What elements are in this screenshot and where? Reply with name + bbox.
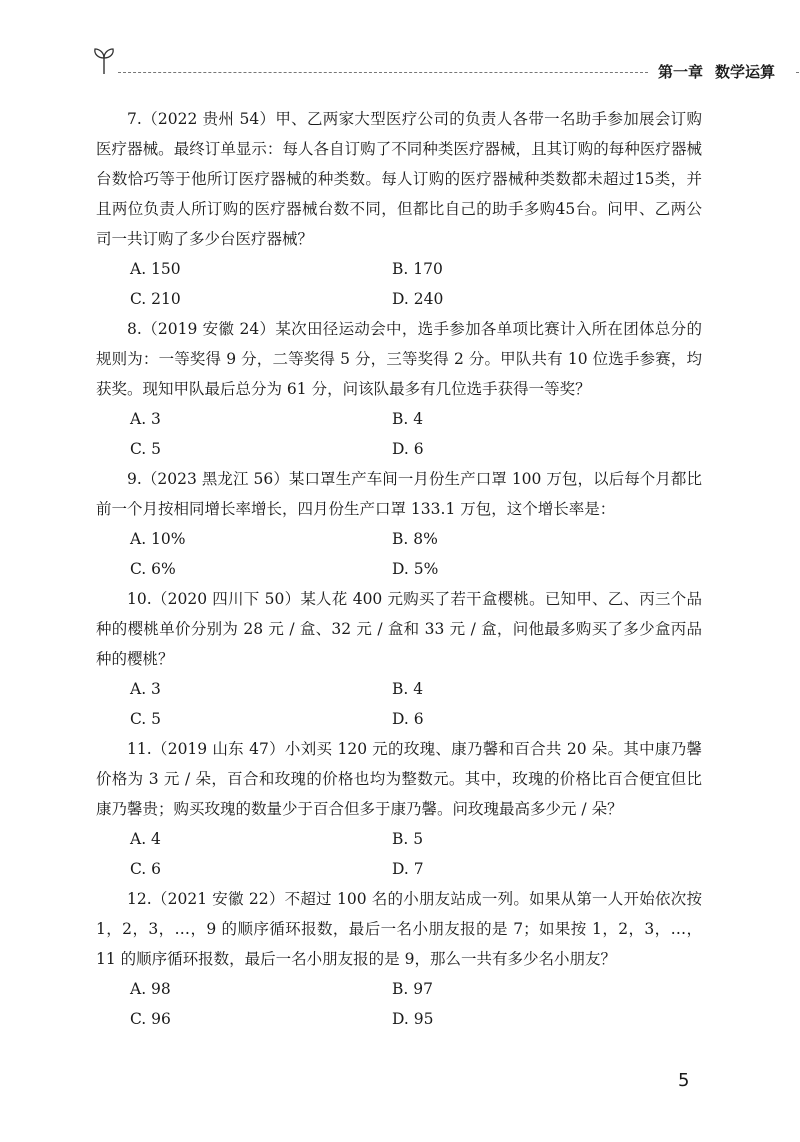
option-c: C. 96 [130, 1010, 171, 1028]
option-c: C. 5 [130, 710, 162, 728]
option-b: B. 4 [392, 680, 424, 698]
option-d: D. 6 [392, 710, 424, 728]
option-a: A. 10% [130, 530, 186, 548]
question-block [96, 464, 702, 584]
option-d: D. 240 [392, 290, 444, 308]
option-grid [96, 974, 702, 1034]
option-grid [96, 524, 702, 584]
option-grid [96, 674, 702, 734]
question-block [96, 314, 702, 464]
option-d: D. 95 [392, 1010, 434, 1028]
option-a: A. 3 [130, 680, 161, 698]
question-text: 12.（2021 安徽 22）不超过 100 名的小朋友站成一列。如果从第一人开始依次按 1，2，3，…，9 的顺序循环报数，最后一名小朋友报的是 7；如果按 1，2，3，…，11 的顺序循环报数，最后一名小朋友报的是 9，那么一共有多少名小朋友？ [96, 890, 702, 968]
option-a: A. 4 [130, 830, 161, 848]
option-a: A. 3 [130, 410, 161, 428]
question-text: 9.（2023 黑龙江 56）某口罩生产车间一月份生产口罩 100 万包，以后每个月都比前一个月按相同增长率增长，四月份生产口罩 133.1 万包，这个增长率是： [96, 470, 702, 518]
option-d: D. 7 [392, 860, 424, 878]
question-text: 7.（2022 贵州 54）甲、乙两家大型医疗公司的负责人各带一名助手参加展会订购医疗器械。最终订单显示：每人各自订购了不同种类医疗器械，且其订购的每种医疗器械台数恰巧等于他所订医疗器械的种类数。每人订购的医疗器械种类数都未超过15类，并且两位负责人所订购的医疗器械台数不同，但都比自己的助手多购45台。问甲、乙两公司一共订购了多少台医疗器械？ [96, 110, 702, 248]
header-rule-left [118, 72, 648, 73]
running-header [92, 44, 776, 84]
question-list [96, 104, 702, 1034]
page-number: 5 [678, 1070, 690, 1091]
question-block [96, 104, 702, 314]
option-grid [96, 404, 702, 464]
chapter-title: 数学运算 [715, 63, 776, 81]
question-block [96, 884, 702, 1034]
option-d: D. 5% [392, 560, 439, 578]
option-d: D. 6 [392, 440, 424, 458]
question-text: 10.（2020 四川下 50）某人花 400 元购买了若干盒樱桃。已知甲、乙、丙三个品种的樱桃单价分别为 28 元 / 盒、32 元 / 盒和 33 元 / 盒，问他最多购买了多少盒丙品种的樱桃？ [96, 590, 702, 668]
question-text: 8.（2019 安徽 24）某次田径运动会中，选手参加各单项比赛计入所在团体总分的规则为：一等奖得 9 分，二等奖得 5 分，三等奖得 2 分。甲队共有 10 位选手参赛，均获奖。现知甲队最后总分为 61 分，问该队最多有几位选手获得一等奖？ [96, 320, 702, 398]
question-block [96, 584, 702, 734]
option-grid [96, 824, 702, 884]
option-a: A. 150 [130, 260, 181, 278]
option-b: B. 4 [392, 410, 424, 428]
header-rule-right [796, 72, 800, 73]
option-c: C. 6% [130, 560, 176, 578]
question-block [96, 734, 702, 884]
chapter-heading [658, 61, 787, 82]
option-c: C. 5 [130, 440, 162, 458]
option-b: B. 5 [392, 830, 424, 848]
option-b: B. 170 [392, 260, 443, 278]
option-grid [96, 254, 702, 314]
sprout-icon [92, 46, 116, 76]
option-b: B. 97 [392, 980, 433, 998]
option-a: A. 98 [130, 980, 171, 998]
chapter-label: 第一章 [658, 63, 704, 81]
option-b: B. 8% [392, 530, 438, 548]
option-c: C. 6 [130, 860, 162, 878]
option-c: C. 210 [130, 290, 181, 308]
question-text: 11.（2019 山东 47）小刘买 120 元的玫瑰、康乃馨和百合共 20 朵。其中康乃馨价格为 3 元 / 朵，百合和玫瑰的价格也均为整数元。其中，玫瑰的价格比百合便宜但比康乃馨贵；购买玫瑰的数量少于百合但多于康乃馨。问玫瑰最高多少元 / 朵？ [96, 740, 702, 818]
